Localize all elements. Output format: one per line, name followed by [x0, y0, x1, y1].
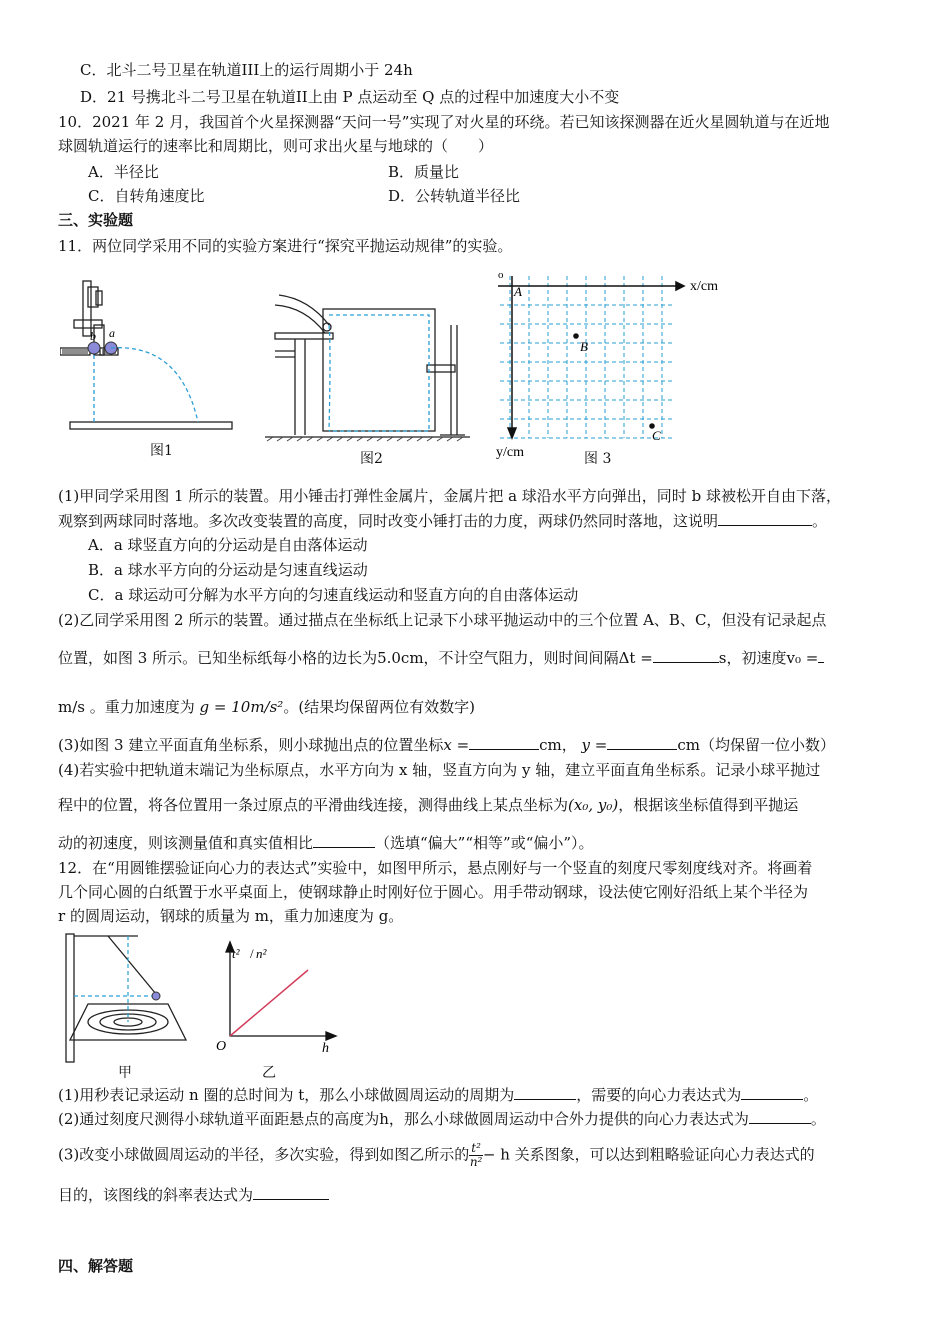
- fig2-caption: 图2: [360, 451, 383, 467]
- answer-blank-v0[interactable]: [818, 647, 824, 663]
- q12-p2-line: [58, 1108, 826, 1129]
- q11-p1-end: 。: [812, 512, 828, 530]
- q12-p3-den: n²: [469, 1155, 483, 1169]
- section-4-heading: 四、解答题: [58, 1257, 134, 1275]
- q11-p1-line2: [58, 510, 827, 531]
- fig3-point-a-label: A: [514, 284, 522, 299]
- q10-option-a: A．半径比: [88, 163, 159, 181]
- figure-2: [265, 285, 480, 445]
- fig-yi-h-label: h: [322, 1041, 329, 1056]
- q11-p1-line1: (1)甲同学采用图 1 所示的装置。用小锤击打弹性金属片，金属片把 a 球沿水平方向弹出，同时 b 球被松开自由下落，: [58, 487, 841, 505]
- q9-option-d: D．21 号携北斗二号卫星在轨道II上由 P 点运动至 Q 点的过程中加速度大小不变: [80, 88, 620, 106]
- fig1-label-b: b: [90, 329, 96, 343]
- fig-yi-origin: O: [216, 1039, 227, 1054]
- fig3-caption: 图 3: [584, 451, 612, 467]
- answer-blank-net-force[interactable]: [749, 1108, 811, 1124]
- fig3-origin-label: o: [498, 269, 504, 281]
- q11-p2-gravity: g = 10m/s²: [199, 698, 284, 716]
- q11-p2-line2: [58, 647, 824, 668]
- q11-p2-line2b: s，初速度v₀ =: [718, 649, 819, 667]
- q11-p1-option-a: A．a 球竖直方向的分运动是自由落体运动: [88, 536, 368, 554]
- q11-p2-line1: (2)乙同学采用图 2 所示的装置。通过描点在坐标纸上记录下小球平抛运动中的三个位置 A、B、C，但没有记录起点: [58, 611, 827, 629]
- q12-p1c: 。: [803, 1086, 819, 1104]
- q12-stem-line2: 几个同心圆的白纸置于水平桌面上，使钢球静止时刚好位于圆心。用手带动钢球，设法使它刚好沿纸上某个半径为: [58, 883, 809, 901]
- answer-blank[interactable]: [718, 510, 812, 526]
- q12-p3a: (3)改变小球做圆周运动的半径，多次实验，得到如图乙所示的: [58, 1145, 470, 1164]
- q11-p4-line3a: 动的初速度，则该测量值和真实值相比: [58, 834, 314, 852]
- q11-stem: 11．两位同学采用不同的实验方案进行“探究平抛运动规律”的实验。: [58, 237, 513, 255]
- q11-p4-line2: [58, 795, 798, 815]
- fig1-label-a: a: [109, 326, 115, 340]
- q11-p1-option-c: C．a 球运动可分解为水平方向的匀速直线运动和竖直方向的自由落体运动: [88, 586, 579, 604]
- fig3-point-c-label: C: [652, 428, 661, 443]
- q12-p3-num: t²: [471, 1141, 481, 1155]
- q12-stem-line1: 12．在“用圆锥摆验证向心力的表达式”实验中，如图甲所示，悬点刚好与一个竖直的刻度尺零刻度线对齐。将画着: [58, 859, 813, 877]
- q9-option-c: C．北斗二号卫星在轨道III上的运行周期小于 24h: [80, 61, 413, 79]
- fig3-x-axis-label: x/cm: [690, 279, 718, 294]
- answer-blank-period[interactable]: [514, 1084, 576, 1100]
- q10-option-c: C．自转角速度比: [88, 187, 205, 205]
- q12-p1a: (1)用秒表记录运动 n 圈的总时间为 t，那么小球做圆周运动的周期为: [58, 1086, 515, 1104]
- q10-stem-line1: 10．2021 年 2 月，我国首个火星探测器“天问一号”实现了对火星的环绕。若已知该探测器在近火星圆轨道与在近地: [58, 113, 830, 131]
- q12-p1-line: [58, 1084, 818, 1105]
- fig-jia-caption: 甲: [118, 1065, 132, 1081]
- q12-p3b: − h 关系图象，可以达到粗略验证向心力表达式的: [482, 1145, 815, 1164]
- q11-p3-y: y =: [581, 736, 608, 754]
- q10-option-d: D．公转轨道半径比: [388, 187, 521, 205]
- q11-p4-line2a: 程中的位置，将各位置用一条过原点的平滑曲线连接，测得曲线上某点坐标为: [58, 796, 569, 814]
- q11-p4-line1: (4)若实验中把轨道末端记为坐标原点，水平方向为 x 轴，竖直方向为 y 轴，建立平面直角坐标系。记录小球平抛过: [58, 761, 821, 779]
- q11-p2-line2a: 位置，如图 3 所示。已知坐标纸每小格的边长为5.0cm，不计空气阻力，则时间间隔Δt =: [58, 649, 653, 667]
- q11-p3-x: x =: [443, 736, 470, 754]
- figure-1: [60, 275, 240, 465]
- fig-yi-y-den: n²: [256, 946, 267, 961]
- fig3-point-b-label: B: [580, 339, 588, 354]
- q11-p2-line3: [58, 697, 475, 717]
- answer-blank-x[interactable]: [469, 734, 539, 750]
- q11-p4-line3: [58, 832, 594, 853]
- fig1-caption: 图1: [150, 443, 173, 459]
- q11-p3-cm2: cm（均保留一位小数）: [677, 736, 835, 754]
- section-3-heading: 三、实验题: [58, 211, 134, 229]
- q12-p2a: (2)通过刻度尺测得小球轨道平面距悬点的高度为h，那么小球做圆周运动中合外力提供的向心力表达式为: [58, 1110, 749, 1128]
- q12-p3-line1: [58, 1142, 815, 1169]
- q11-p3-cm1: cm，: [539, 736, 577, 754]
- q11-p1-line2-text: 观察到两球同时落地。多次改变装置的高度，同时改变小锤打击的力度，两球仍然同时落地，这说明: [58, 512, 719, 530]
- fig-yi-y-slash: /: [250, 946, 254, 961]
- q12-p3-line2: [58, 1184, 329, 1205]
- q12-p2b: 。: [810, 1110, 826, 1128]
- answer-blank-compare[interactable]: [313, 832, 375, 848]
- answer-blank-y[interactable]: [607, 734, 677, 750]
- q11-p4-coords: (x₀, y₀): [568, 796, 619, 814]
- q11-p4-line3b: （选填“偏大”“相等”或“偏小”）。: [375, 834, 594, 852]
- fig3-y-axis-label: y/cm: [496, 445, 524, 460]
- q11-p4-line2c: ，根据该坐标值得到平抛运: [618, 796, 799, 814]
- q11-p2-line3a: m/s 。重力加速度为: [58, 698, 195, 716]
- q12-stem-line3: r 的圆周运动，钢球的质量为 m，重力加速度为 g。: [58, 907, 404, 925]
- answer-blank-force[interactable]: [741, 1084, 803, 1100]
- q12-p1b: ，需要的向心力表达式为: [576, 1086, 742, 1104]
- q11-p3-line: [58, 734, 835, 755]
- q11-p1-option-b: B．a 球水平方向的分运动是匀速直线运动: [88, 561, 368, 579]
- fig-yi-caption: 乙: [262, 1065, 276, 1081]
- figure-3: [490, 268, 740, 468]
- answer-blank-dt[interactable]: [653, 647, 719, 663]
- q11-p3-text: (3)如图 3 建立平面直角坐标系，则小球抛出点的位置坐标: [58, 736, 444, 754]
- q10-stem-line2: 球圆轨道运行的速率比和周期比，则可求出火星与地球的（ ）: [58, 137, 494, 155]
- q11-p2-line3c: 。(结果均保留两位有效数字): [283, 698, 476, 716]
- q10-option-b: B．质量比: [388, 163, 460, 181]
- figure-yi: [210, 938, 350, 1058]
- figure-jia: [58, 930, 198, 1065]
- fig-yi-y-num: t²: [232, 946, 240, 961]
- answer-blank-slope[interactable]: [253, 1184, 329, 1200]
- q12-p3-line2-text: 目的，该图线的斜率表达式为: [58, 1186, 254, 1204]
- q12-p3-fraction: [469, 1142, 483, 1169]
